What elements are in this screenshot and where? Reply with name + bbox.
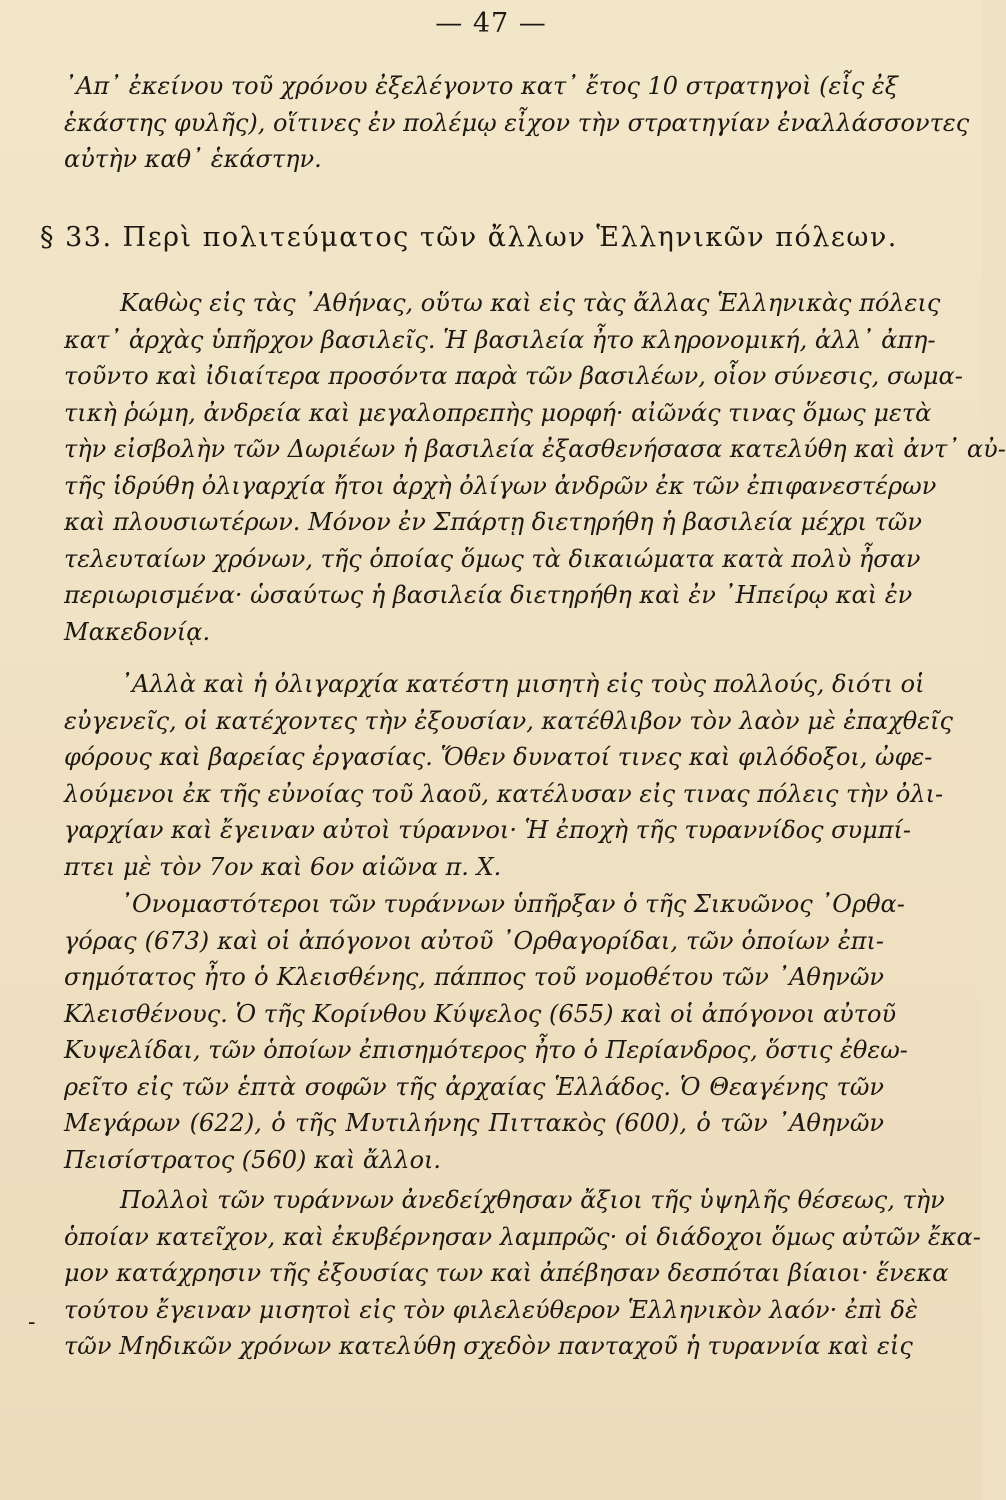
text-line: τῶν Μηδικῶν χρόνων κατελύθη σχεδὸν πανταχοῦ ἡ τυραννία καὶ εἰς <box>64 1332 913 1360</box>
paragraph-kingship <box>64 285 1006 650</box>
text-line: τῆς ἱδρύθη ὀλιγαρχία ἤτοι ἀρχὴ ὀλίγων ἀνδρῶν ἐκ τῶν ἐπιφανεστέρων <box>64 471 937 500</box>
text-line: μον κατάχρησιν τῆς ἐξουσίας των καὶ ἀπέβησαν δεσπόται βίαιοι· ἕνεκα <box>64 1259 949 1287</box>
text-line: σημότατος ἦτο ὁ Κλεισθένης, πάππος τοῦ νομοθέτου τῶν ᾿Αθηνῶν <box>64 963 884 991</box>
text-line: αὐτὴν καθ᾿ ἑκάστην. <box>64 145 322 173</box>
text-line: Μεγάρων (622), ὁ τῆς Μυτιλήνης Πιττακὸς (600), ὁ τῶν ᾿Αθηνῶν <box>64 1109 884 1137</box>
text-line: ᾿Απ᾿ ἐκείνου τοῦ χρόνου ἐξελέγοντο κατ᾿ ἔτος 10 στρατηγοὶ (εἷς ἐξ <box>64 72 898 100</box>
intro-paragraph <box>64 68 970 178</box>
text-line: εὐγενεῖς, οἱ κατέχοντες τὴν ἐξουσίαν, κατέθλιβον τὸν λαὸν μὲ ἐπαχθεῖς <box>64 706 953 735</box>
text-line: λούμενοι ἐκ τῆς εὐνοίας τοῦ λαοῦ, κατέλυσαν εἰς τινας πόλεις τὴν ὀλι- <box>64 779 944 808</box>
text-line: τοῦντο καὶ ἰδιαίτερα προσόντα παρὰ τῶν βασιλέων, οἷον σύνεσις, σωμα- <box>64 362 963 390</box>
text-line: φόρους καὶ βαρείας ἐργασίας. Ὅθεν δυνατοί τινες καὶ φιλόδοξοι, ὠφε- <box>64 743 933 771</box>
page-number: — 47 — <box>435 8 547 39</box>
margin-mark: - <box>28 1310 36 1335</box>
text-line: τελευταίων χρόνων, τῆς ὁποίας ὅμως τὰ δικαιώματα κατὰ πολὺ ἦσαν <box>64 544 921 573</box>
paragraph-oligarchy <box>64 666 953 885</box>
text-line: Καθὼς εἰς τὰς ᾿Αθήνας, οὕτω καὶ εἰς τὰς ἄλλας Ἑλληνικὰς πόλεις <box>120 289 941 317</box>
text-line: Πεισίστρατος (560) καὶ ἄλλοι. <box>64 1145 442 1174</box>
text-line: ᾿Αλλὰ καὶ ἡ ὀλιγαρχία κατέστη μισητὴ εἰς τοὺς πολλούς, διότι οἱ <box>120 670 925 698</box>
text-line: τὴν εἰσβολὴν τῶν Δωριέων ἡ βασιλεία ἐξασθενήσασα κατελύθη καὶ ἀντ᾿ αὐ- <box>64 435 1006 463</box>
text-line: ἑκάστης φυλῆς), οἵτινες ἐν πολέμῳ εἶχον τὴν στρατηγίαν ἐναλλάσσοντες <box>64 108 970 137</box>
text-line: Κυψελίδαι, τῶν ὁποίων ἐπισημότερος ἦτο ὁ Περίανδρος, ὅστις ἐθεω- <box>64 1036 908 1064</box>
text-line: καὶ πλουσιωτέρων. Μόνον ἐν Σπάρτῃ διετηρήθη ἡ βασιλεία μέχρι τῶν <box>64 508 922 536</box>
text-line: Μακεδονίᾳ. <box>64 617 211 646</box>
text-line: κατ᾿ ἀρχὰς ὑπῆρχον βασιλεῖς. Ἡ βασιλεία ἦτο κληρονομική, ἀλλ᾿ ἀπη- <box>64 325 936 354</box>
text-line: τικὴ ῥώμη, ἀνδρεία καὶ μεγαλοπρεπὴς μορφή· αἰῶνάς τινας ὅμως μετὰ <box>64 398 932 427</box>
paragraph-tyrants <box>64 886 908 1178</box>
text-line: περιωρισμένα· ὡσαύτως ἡ βασιλεία διετηρήθη καὶ ἐν ᾿Ηπείρῳ καὶ ἐν <box>64 581 913 609</box>
section-title: Περὶ πολιτεύματος τῶν ἄλλων Ἑλληνικῶν πόλεων. <box>122 222 898 253</box>
text-line: πτει μὲ τὸν 7ον καὶ 6ον αἰῶνα π. Χ. <box>64 852 502 881</box>
text-line: γόρας (673) καὶ οἱ ἀπόγονοι αὐτοῦ ᾿Ορθαγορίδαι, τῶν ὁποίων ἐπι- <box>64 926 884 955</box>
paragraph-tyrants-fall <box>64 1182 981 1365</box>
section-heading <box>40 222 898 253</box>
text-line: ᾿Ονομαστότεροι τῶν τυράννων ὑπῆρξαν ὁ τῆς Σικυῶνος ᾿Ορθα- <box>120 890 905 918</box>
text-line: ὁποίαν κατεῖχον, καὶ ἐκυβέρνησαν λαμπρῶς· οἱ διάδοχοι ὅμως αὐτῶν ἔκα- <box>64 1222 981 1251</box>
text-line: τούτου ἔγειναν μισητοὶ εἰς τὸν φιλελεύθερον Ἑλληνικὸν λαόν· ἐπὶ δὲ <box>64 1295 918 1324</box>
section-symbol: § 33. <box>40 222 113 253</box>
text-line: γαρχίαν καὶ ἔγειναν αὐτοὶ τύραννοι· Ἡ ἐποχὴ τῆς τυραννίδος συμπί- <box>64 816 912 844</box>
text-line: Κλεισθένους. Ὁ τῆς Κορίνθου Κύψελος (655) καὶ οἱ ἀπόγονοι αὐτοῦ <box>64 999 897 1028</box>
text-line: ρεῖτο εἰς τῶν ἑπτὰ σοφῶν τῆς ἀρχαίας Ἑλλάδος. Ὁ Θεαγένης τῶν <box>64 1072 884 1101</box>
text-line: Πολλοὶ τῶν τυράννων ἀνεδείχθησαν ἄξιοι τῆς ὑψηλῆς θέσεως, τὴν <box>120 1186 945 1214</box>
